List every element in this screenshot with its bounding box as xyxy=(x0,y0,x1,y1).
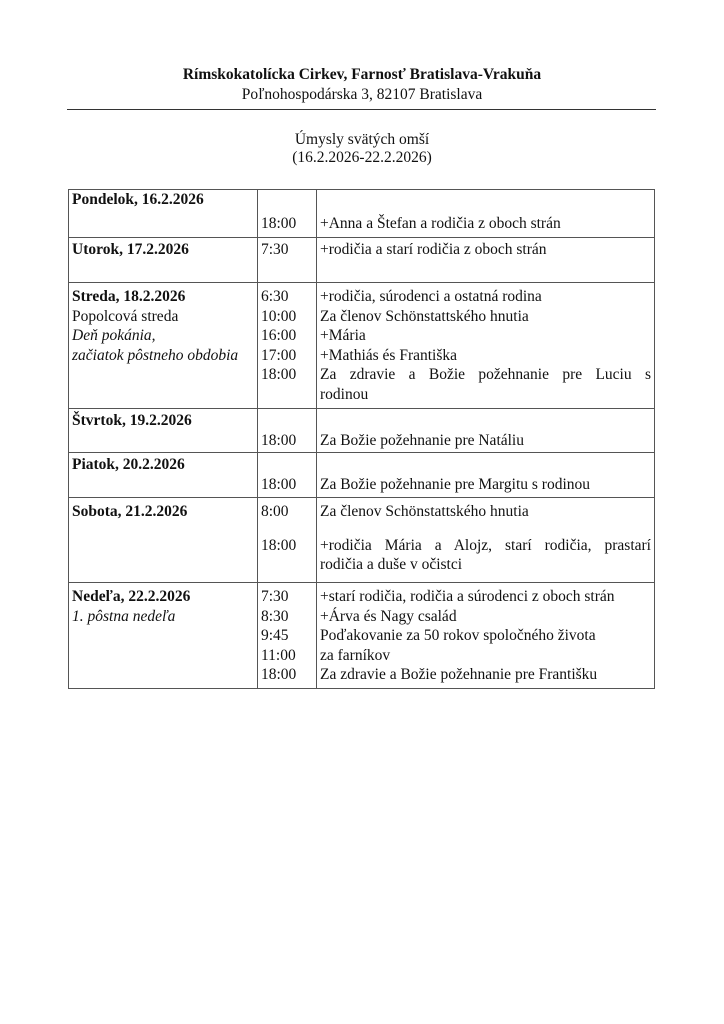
mass-intention: +rodičia Mária a Alojz, starí rodičia, prastarí xyxy=(320,536,651,554)
intentions-cell xyxy=(317,498,655,583)
liturgical-note: začiatok pôstneho obdobia xyxy=(72,346,239,364)
intentions-cell xyxy=(317,190,655,238)
date-range: (16.2.2026-22.2.2026) xyxy=(292,149,432,166)
times-cell xyxy=(258,283,317,409)
mass-time: 18:00 xyxy=(261,366,297,383)
day-name: Pondelok, 16.2.2026 xyxy=(72,191,204,208)
mass-time: 9:45 xyxy=(261,627,289,644)
mass-intention: Za zdravie a Božie požehnanie pre Františku xyxy=(320,666,598,683)
mass-intention: za farníkov xyxy=(320,646,391,664)
mass-time: 16:00 xyxy=(261,327,297,344)
intentions-cell xyxy=(317,409,655,453)
liturgical-note: Deň pokánia, xyxy=(72,327,156,344)
day-name: Štvrtok, 19.2.2026 xyxy=(72,412,192,429)
mass-schedule-table xyxy=(68,189,655,689)
table-row xyxy=(69,409,655,453)
header-divider xyxy=(67,109,656,110)
intentions-cell xyxy=(317,238,655,283)
table-row xyxy=(69,238,655,283)
mass-time: 7:30 xyxy=(261,241,289,258)
day-cell xyxy=(69,190,258,238)
parish-name: Rímskokatolícka Cirkev, Farnosť Bratislava-Vrakuňa xyxy=(182,66,542,83)
document-title: Úmysly svätých omší xyxy=(294,131,430,148)
mass-time: 18:00 xyxy=(261,432,297,449)
mass-time: 8:30 xyxy=(261,607,289,625)
mass-intention: +Árva és Nagy család xyxy=(320,607,457,625)
times-cell xyxy=(258,498,317,583)
times-cell xyxy=(258,453,317,498)
mass-intention: +Mathiás és Františka xyxy=(320,346,458,364)
day-cell xyxy=(69,409,258,453)
mass-intention-continued: rodičia a duše v očistci xyxy=(320,556,463,573)
liturgical-note: Popolcová streda xyxy=(72,307,179,325)
table-row xyxy=(69,583,655,689)
day-name: Piatok, 20.2.2026 xyxy=(72,456,185,473)
mass-intention: Za členov Schönstattského hnutia xyxy=(320,307,529,325)
table-row xyxy=(69,283,655,409)
mass-time: 18:00 xyxy=(261,666,297,683)
mass-time: 18:00 xyxy=(261,536,297,554)
mass-intention: Za členov Schönstattského hnutia xyxy=(320,503,529,520)
day-cell xyxy=(69,453,258,498)
mass-time: 8:00 xyxy=(261,503,289,520)
table-row xyxy=(69,190,655,238)
day-cell xyxy=(69,583,258,689)
mass-intention: Za Božie požehnanie pre Natáliu xyxy=(320,432,524,449)
mass-intention: +rodičia a starí rodičia z oboch strán xyxy=(320,241,547,258)
intentions-cell xyxy=(317,283,655,409)
mass-intention: +Anna a Štefan a rodičia z oboch strán xyxy=(320,215,561,232)
spacer xyxy=(261,522,313,536)
liturgical-note: 1. pôstna nedeľa xyxy=(72,607,176,625)
day-cell xyxy=(69,498,258,583)
table-row xyxy=(69,498,655,583)
mass-time: 18:00 xyxy=(261,476,297,493)
mass-time: 11:00 xyxy=(261,646,296,664)
mass-intention: Poďakovanie za 50 rokov spoločného života xyxy=(320,627,596,644)
spacer xyxy=(320,522,651,536)
times-cell xyxy=(258,238,317,283)
mass-intention: +rodičia, súrodenci a ostatná rodina xyxy=(320,288,542,305)
mass-time: 7:30 xyxy=(261,588,289,605)
mass-intention: Za zdravie a Božie požehnanie pre Luciu s xyxy=(320,366,651,383)
day-name: Nedeľa, 22.2.2026 xyxy=(72,588,191,605)
mass-intention: +Mária xyxy=(320,327,366,344)
times-cell xyxy=(258,583,317,689)
day-name: Sobota, 21.2.2026 xyxy=(72,503,188,520)
times-cell xyxy=(258,409,317,453)
times-cell xyxy=(258,190,317,238)
table-row xyxy=(69,453,655,498)
parish-address: Poľnohospodárska 3, 82107 Bratislava xyxy=(241,86,483,103)
day-name: Utorok, 17.2.2026 xyxy=(72,241,189,258)
mass-time: 6:30 xyxy=(261,288,289,305)
mass-time: 17:00 xyxy=(261,346,297,364)
day-cell xyxy=(69,283,258,409)
intentions-cell xyxy=(317,583,655,689)
mass-intention: Za Božie požehnanie pre Margitu s rodinou xyxy=(320,476,591,493)
mass-intention-continued: rodinou xyxy=(320,385,369,403)
mass-time: 10:00 xyxy=(261,307,297,325)
intentions-cell xyxy=(317,453,655,498)
mass-intention: +starí rodičia, rodičia a súrodenci z oboch strán xyxy=(320,588,615,605)
mass-time: 18:00 xyxy=(261,215,297,232)
day-cell xyxy=(69,238,258,283)
day-name: Streda, 18.2.2026 xyxy=(72,288,186,305)
